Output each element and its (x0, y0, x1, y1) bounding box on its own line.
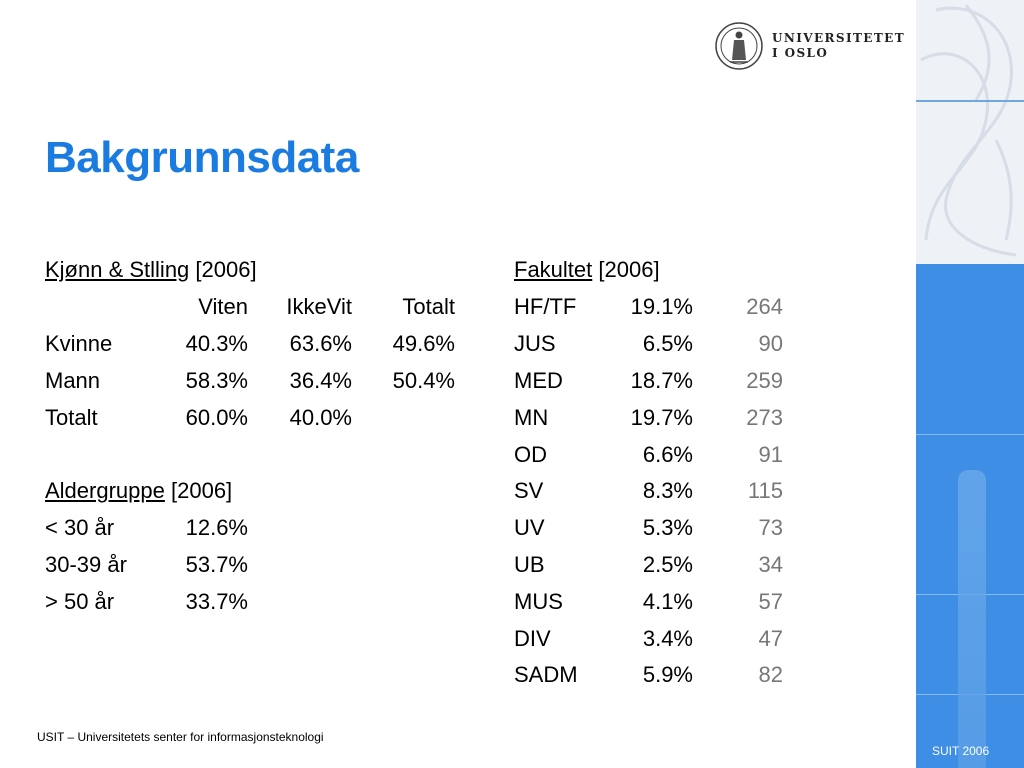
gender-cell: 63.6% (289, 331, 352, 356)
faculty-percent: 5.3% (642, 515, 693, 540)
gender-cell: 60.0% (185, 405, 248, 430)
logo-text (772, 31, 905, 61)
faculty-percent: 18.7% (630, 368, 693, 393)
gender-heading: Kjønn & Stlling (45, 257, 190, 282)
age-row-label: < 30 år (45, 515, 115, 540)
faculty-name: SADM (514, 662, 578, 687)
faculty-count: 82 (758, 662, 783, 687)
faculty-count: 91 (758, 442, 783, 467)
faculty-year: [2006] (598, 257, 660, 282)
faculty-percent: 19.7% (630, 405, 693, 430)
column-header-totalt: Totalt (402, 294, 455, 319)
university-seal-icon (714, 20, 766, 72)
age-row-label: 30-39 år (45, 552, 127, 577)
gender-cell: 49.6% (392, 331, 455, 356)
faculty-count: 73 (758, 515, 783, 540)
faculty-count: 57 (758, 589, 783, 614)
faculty-count: 273 (746, 405, 783, 430)
gender-year: [2006] (195, 257, 257, 282)
gender-cell: 40.3% (185, 331, 248, 356)
statue-relief-icon (916, 0, 1024, 264)
faculty-name: MED (514, 368, 563, 393)
faculty-count: 259 (746, 368, 783, 393)
gender-cell: 50.4% (392, 368, 455, 393)
faculty-count: 90 (758, 331, 783, 356)
age-heading-line (45, 478, 232, 504)
faculty-name: DIV (514, 626, 551, 651)
footer-right-text: SUIT 2006 (932, 744, 990, 758)
gender-cell: 36.4% (289, 368, 352, 393)
footer-left-text: USIT – Universitetets senter for informasjonsteknologi (37, 730, 324, 744)
faculty-name: SV (514, 478, 544, 503)
age-value: 33.7% (185, 589, 248, 614)
column-header-viten: Viten (198, 294, 248, 319)
statue-figure (958, 470, 986, 768)
logo-line1: UNIVERSITETET (772, 31, 906, 45)
age-value: 12.6% (185, 515, 248, 540)
faculty-percent: 6.5% (642, 331, 693, 356)
faculty-name: MUS (514, 589, 563, 614)
gender-row-label: Mann (45, 368, 101, 393)
age-year: [2006] (171, 478, 233, 503)
column-header-ikkevit: IkkeVit (286, 294, 352, 319)
faculty-count: 115 (747, 478, 783, 503)
faculty-count: 34 (758, 552, 783, 577)
age-heading: Aldergruppe (45, 478, 165, 503)
faculty-heading: Fakultet (514, 257, 593, 282)
faculty-name: OD (514, 442, 547, 467)
faculty-percent: 5.9% (642, 662, 693, 687)
faculty-count: 264 (746, 294, 783, 319)
faculty-percent: 6.6% (642, 442, 693, 467)
side-decoration-bottom (916, 264, 1024, 768)
faculty-percent: 8.3% (642, 478, 693, 503)
faculty-name: UB (514, 552, 545, 577)
faculty-name: JUS (514, 331, 556, 356)
age-row-label: > 50 år (45, 589, 115, 614)
faculty-percent: 2.5% (642, 552, 693, 577)
faculty-name: UV (514, 515, 545, 540)
faculty-count: 47 (758, 626, 783, 651)
side-line (916, 434, 1024, 435)
faculty-percent: 3.4% (642, 626, 693, 651)
gender-row-label: Totalt (45, 405, 98, 430)
gender-row-label: Kvinne (45, 331, 113, 356)
faculty-heading-line (514, 257, 660, 283)
faculty-name: MN (514, 405, 549, 430)
faculty-percent: 4.1% (642, 589, 693, 614)
page-title: Bakgrunnsdata (45, 133, 359, 182)
gender-cell: 58.3% (185, 368, 248, 393)
side-decoration-top (916, 0, 1024, 264)
faculty-percent: 19.1% (630, 294, 693, 319)
faculty-name: HF/TF (514, 294, 577, 319)
side-line (916, 100, 1024, 102)
gender-heading-line (45, 257, 257, 283)
age-value: 53.7% (185, 552, 248, 577)
logo-line2: I OSLO (772, 46, 829, 60)
gender-cell: 40.0% (289, 405, 352, 430)
